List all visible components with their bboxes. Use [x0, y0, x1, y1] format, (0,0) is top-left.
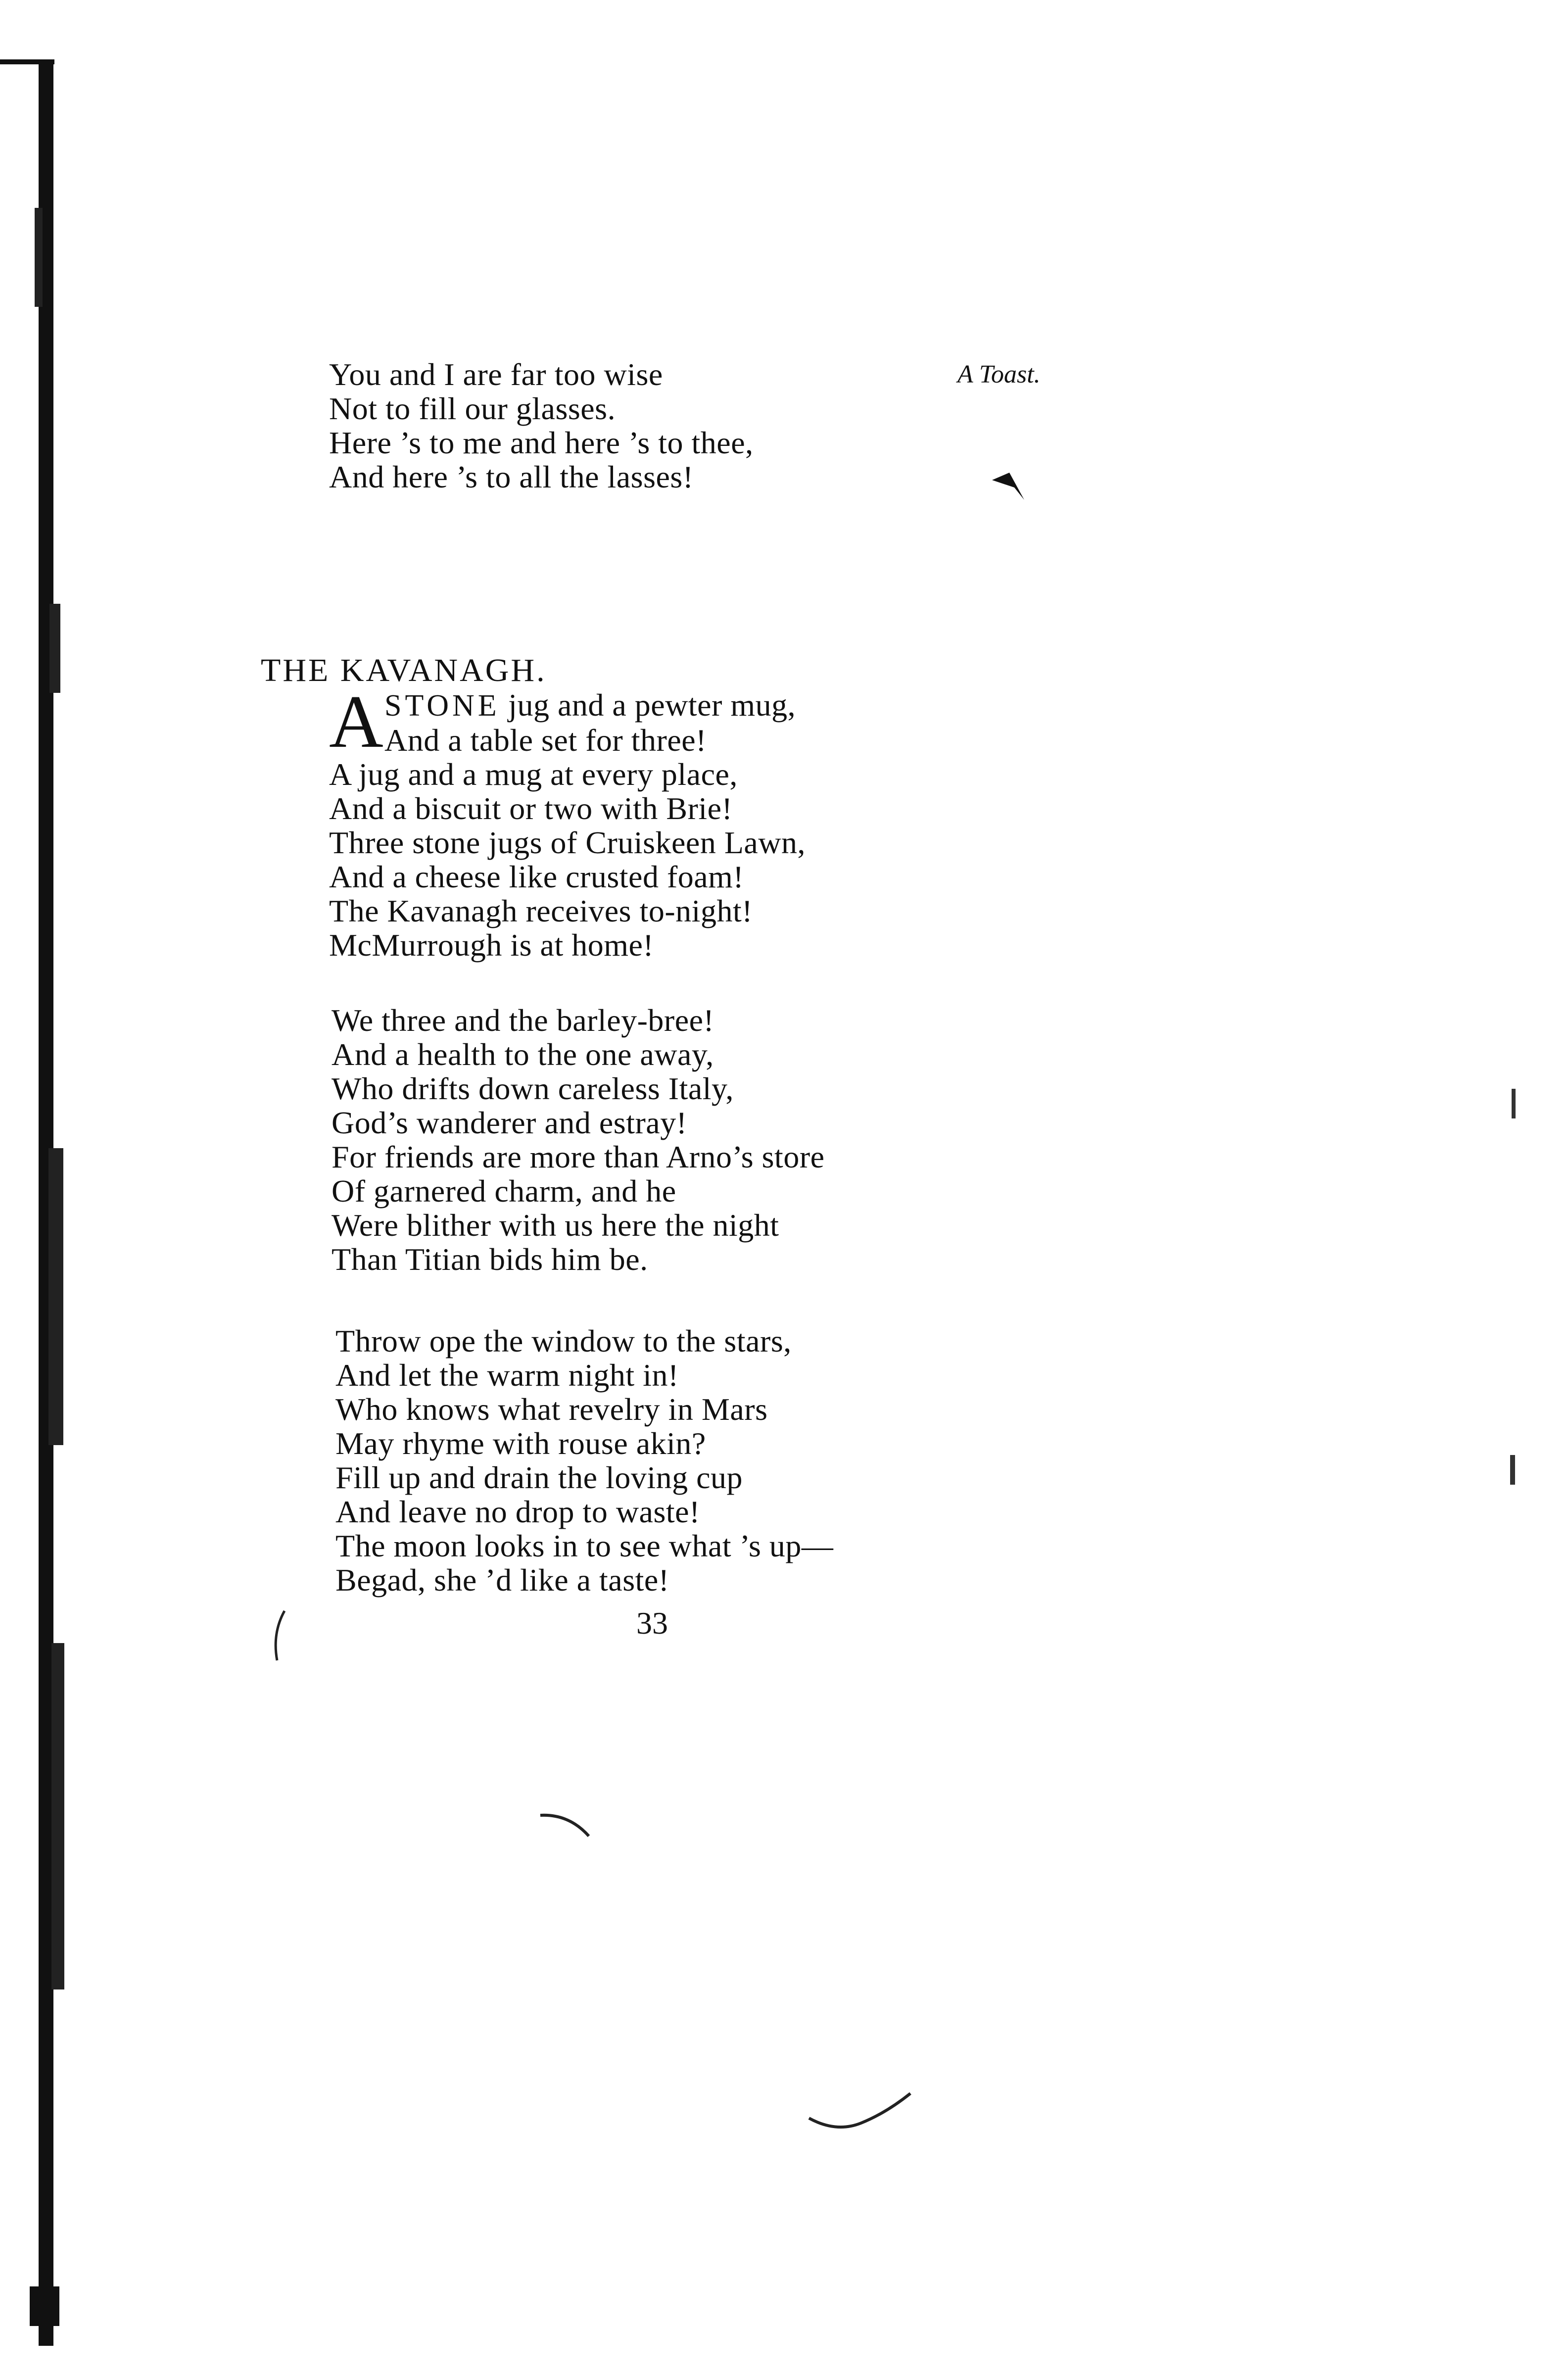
poem-line: Here ’s to me and here ’s to thee,	[329, 425, 754, 460]
poem-title: THE KAVANAGH.	[261, 652, 547, 688]
poem-line: And let the warm night in!	[335, 1358, 679, 1393]
poem-line: Three stone jugs of Cruiskeen Lawn,	[329, 825, 806, 860]
poem-line: Of garnered charm, and he	[332, 1173, 676, 1209]
stanza-3	[335, 1324, 833, 1597]
poem-line: And a table set for three!	[384, 723, 707, 758]
poem-line: Were blither with us here the night	[332, 1208, 779, 1243]
poem-line: And a cheese like crusted foam!	[329, 859, 744, 894]
poem-line: The moon looks in to see what ’s up—	[335, 1528, 834, 1563]
poem-line: You and I are far too wise	[329, 357, 663, 392]
poem-line: And here ’s to all the lasses!	[329, 459, 694, 494]
poem-line: Who drifts down careless Italy,	[332, 1071, 734, 1106]
ink-mark	[990, 470, 1034, 505]
poem-line: Not to fill our glasses.	[329, 391, 616, 426]
drop-cap: A	[329, 680, 383, 763]
poem-line: God’s wanderer and estray!	[332, 1105, 687, 1140]
first-line-rest: jug and a pewter mug,	[500, 687, 796, 723]
poem-line: Begad, she ’d like a taste!	[335, 1562, 669, 1598]
poem-line: And leave no drop to waste!	[335, 1494, 700, 1529]
poem-line: A jug and a mug at every place,	[329, 757, 738, 792]
poem-line: McMurrough is at home!	[329, 927, 654, 963]
stanza-1	[329, 680, 806, 963]
poem-line: Fill up and drain the loving cup	[335, 1460, 743, 1495]
ink-mark	[807, 2088, 915, 2133]
binding-edge	[0, 59, 74, 2366]
margin-note: A Toast.	[957, 360, 1041, 388]
stanza-2	[332, 1003, 825, 1276]
poem-line: The Kavanagh receives to-night!	[329, 893, 753, 928]
poem-line: Who knows what revelry in Mars	[335, 1392, 768, 1427]
poem-line: Than Titian bids him be.	[332, 1242, 648, 1277]
poem-line: We three and the barley-bree!	[332, 1003, 714, 1038]
poem-line: For friends are more than Arno’s store	[332, 1139, 825, 1174]
poem-line: And a health to the one away,	[332, 1037, 714, 1072]
ink-mark	[539, 1811, 594, 1841]
poem-line: And a biscuit or two with Brie!	[329, 791, 733, 826]
poem-line: May rhyme with rouse akin?	[335, 1426, 706, 1461]
poem-line	[329, 688, 806, 723]
first-word: STONE	[384, 689, 500, 723]
ink-mark	[270, 1608, 289, 1663]
ink-mark	[1504, 1089, 1524, 1534]
toast-poem	[329, 357, 754, 494]
poem-line: Throw ope the window to the stars,	[335, 1323, 792, 1358]
page-number: 33	[636, 1605, 668, 1641]
